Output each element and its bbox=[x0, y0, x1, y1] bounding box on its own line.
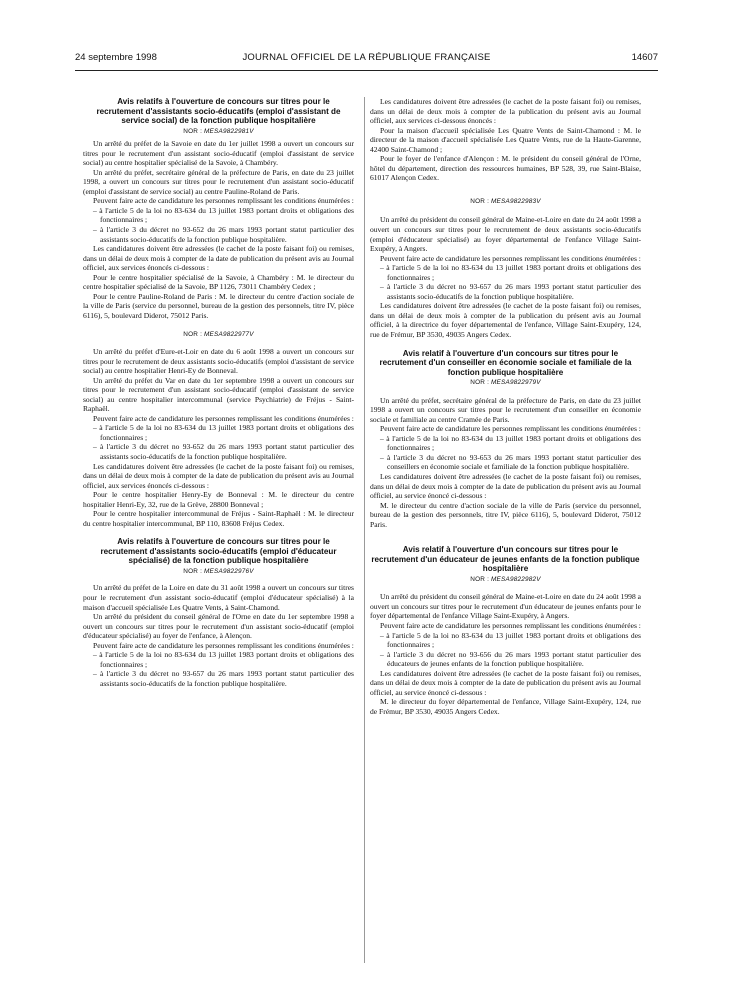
paragraph: Un arrêté du préfet, secrétaire général de la préfecture de Paris, en date du 23 juillet 1998 a ouvert un concours sur titres pour le recrutement d'un conseiller en économie sociale et familiale au centre Cramée de Paris. bbox=[370, 395, 641, 424]
paragraph: Peuvent faire acte de candidature les personnes remplissant les conditions énumérées : bbox=[93, 196, 354, 206]
paragraph: Un arrêté du préfet de la Savoie en date du 1er juillet 1998 a ouvert un concours sur titres pour le recrutement d'un assistant socio-éducatif (emploi d'assistant de service social) au centre hospitalier spécialisé de la Savoie, à Chambéry. bbox=[83, 139, 354, 168]
paragraph: Pour le centre hospitalier spécialisé de la Savoie, à Chambéry : M. le directeur du centre hospitalier spécialisé de la Savoie, BP 1126, 73011 Chambéry Cedex ; bbox=[83, 272, 354, 292]
paragraph: Pour le centre hospitalier intercommunal de Fréjus - Saint-Raphaël : M. le directeur du centre hospitalier intercommunal, BP 110, 83608 Fréjus Cedex. bbox=[83, 509, 354, 528]
nor-reference bbox=[370, 575, 641, 585]
header-page-number: 14607 bbox=[631, 52, 658, 63]
notice-title: Avis relatif à l'ouverture d'un concours sur titres pour le recrutement d'un conseiller en économie sociale et familiale de la fonction publique hospitalière bbox=[379, 348, 632, 377]
nor-code: MESA9822976V bbox=[204, 567, 254, 575]
list-item: – à l'article 5 de la loi no 83-634 du 13 juillet 1983 portant droits et obligations des fonctionnaires ; bbox=[380, 630, 641, 650]
nor-reference bbox=[370, 378, 641, 388]
paragraph: Un arrêté du préfet, secrétaire général de la préfecture de Paris, en date du 23 juillet 1998, a ouvert un concours sur titres pour le recrutement d'un assistant socio-éducatif (emploi d'assistant de service social) au centre Pauline-Roland de Paris. bbox=[83, 167, 354, 196]
notice-title: Avis relatifs à l'ouverture de concours sur titres pour le recrutement d'assistants socio-éducatifs (emploi d'éducateur spécialisé) de la fonction publique hospitalière bbox=[100, 537, 337, 566]
nor-code: MESA9822977V bbox=[204, 331, 254, 339]
list-item: – à l'article 5 de la loi no 83-634 du 13 juillet 1983 portant droits et obligations des fonctionnaires ; bbox=[380, 433, 641, 453]
nor-code: MESA9822979V bbox=[491, 379, 541, 387]
nor-label: NOR : bbox=[470, 575, 492, 583]
header-date: 24 septembre 1998 bbox=[75, 52, 157, 63]
paragraph: Peuvent faire acte de candidature les personnes remplissant les conditions énumérées : bbox=[93, 413, 354, 423]
notice-assistant-service-social bbox=[83, 97, 354, 320]
paragraph: Pour le foyer de l'enfance d'Alençon : M. le président du conseil général de l'Orne, hôtel du département, direction des ressources humaines, BP 528, 39, rue Saint-Blaise, 61017 Alençon Cedex. bbox=[370, 154, 641, 183]
list-item: – à l'article 3 du décret no 93-657 du 26 mars 1993 portant statut particulier des assistants socio-éducatifs de la fonction publique hospitalière. bbox=[380, 282, 641, 301]
notice-educateur-specialise bbox=[83, 537, 354, 688]
paragraph: Peuvent faire acte de candidature les personnes remplissant les conditions énumérées : bbox=[380, 253, 641, 263]
notice-assistant-service-social-2 bbox=[83, 330, 354, 528]
list-item: – à l'article 5 de la loi no 83-634 du 13 juillet 1983 portant droits et obligations des fonctionnaires ; bbox=[380, 263, 641, 282]
nor-code: MESA9822982V bbox=[491, 575, 541, 583]
paragraph: Les candidatures doivent être adressées (le cachet de la poste faisant foi) ou remises, dans un délai de deux mois à compter de la publication du présent avis au Journal officiel, aux services ci-dessous énoncés : bbox=[370, 97, 641, 126]
list-item: – à l'article 3 du décret no 93-657 du 26 mars 1993 portant statut particulier des assistants socio-éducatifs de la fonction publique hospitalière. bbox=[93, 669, 354, 688]
paragraph: Les candidatures doivent être adressées (le cachet de la poste faisant foi) ou remises, dans un délai de deux mois à compter de la date de publication du présent avis au Journal officiel, au service énoncé ci-dessous : bbox=[370, 472, 641, 501]
left-column bbox=[83, 97, 354, 688]
nor-label: NOR : bbox=[183, 127, 205, 135]
paragraph: Peuvent faire acte de candidature les personnes remplissant les conditions énumérées : bbox=[93, 640, 354, 650]
paragraph: M. le directeur du centre d'action sociale de la ville de Paris (service du personnel, bureau de la gestion des personnels, titre IV, pièce 6116), 5, boulevard Diderot, 75012 Paris. bbox=[370, 500, 641, 529]
nor-reference bbox=[370, 197, 641, 207]
list-item: – à l'article 5 de la loi no 83-634 du 13 juillet 1983 portant droits et obligations des fonctionnaires ; bbox=[93, 650, 354, 669]
paragraph: Les candidatures doivent être adressées (le cachet de la poste faisant foi) ou remises, dans un délai de deux mois à compter de la date de publication du présent avis au Journal officiel, aux services énoncés ci-dessous : bbox=[83, 461, 354, 490]
paragraph: Les candidatures doivent être adressées (le cachet de la poste faisant foi) ou remises, dans un délai de deux mois à compter de la publication du présent avis au Journal officiel, à la directrice du foyer départemental de l'enfance, Village Saint-Exupéry, 124, rue de Frémur, BP 3530, 49035 Angers Cedex. bbox=[370, 301, 641, 340]
paragraph: Un arrêté du préfet d'Eure-et-Loir en date du 6 août 1998 a ouvert un concours sur titres pour le recrutement de deux assistants socio-éducatifs (emploi d'assistant de service social) au centre hospitalier Henri-Ey de Bonneval. bbox=[83, 346, 354, 376]
list-item: – à l'article 3 du décret no 93-656 du 26 mars 1993 portant statut particulier des éducateurs de jeunes enfants de la fonction publique hospitalière. bbox=[380, 649, 641, 669]
paragraph: Un arrêté du président du conseil général de Maine-et-Loire en date du 24 août 1998 a ouvert un concours sur titres pour le recrutement d'un éducateur de jeunes enfants pour le foyer départemental de l'enfance Village Saint-Exupéry, à Angers. bbox=[370, 592, 641, 621]
nor-label: NOR : bbox=[183, 567, 205, 575]
paragraph: Un arrêté du président du conseil général de l'Orne en date du 1er septembre 1998 a ouvert un concours sur titres pour le recrutement d'un assistant socio-éducatif (emploi d'éducateur spécialisé) au foyer de l'enfance, à Alençon. bbox=[83, 612, 354, 641]
list-item: – à l'article 3 du décret no 93-653 du 26 mars 1993 portant statut particulier des conseillers en économie sociale et familiale de la fonction publique hospitalière. bbox=[380, 452, 641, 472]
paragraph: M. le directeur du foyer départemental de l'enfance, Village Saint-Exupéry, 124, rue de Frémur, BP 3530, 49035 Angers Cedex. bbox=[370, 697, 641, 716]
list-item: – à l'article 3 du décret no 93-652 du 26 mars 1993 portant statut particulier des assistants socio-éducatifs de la fonction publique hospitalière. bbox=[93, 442, 354, 461]
paragraph: Pour la maison d'accueil spécialisée Les Quatre Vents de Saint-Chamond : M. le directeur de la maison d'accueil spécialisée Les Quatre Vents, rue de la Haute-Garenne, 42400 Saint-Chamond ; bbox=[370, 125, 641, 154]
notice-educateur-jeunes-enfants bbox=[370, 545, 641, 716]
notice-title: Avis relatif à l'ouverture d'un concours sur titres pour le recrutement d'un éducateur de jeunes enfants de la fonction publique hospitalière bbox=[371, 545, 640, 574]
notice-educateur-specialise-angers bbox=[370, 197, 641, 340]
nor-label: NOR : bbox=[470, 197, 492, 205]
list-item: – à l'article 5 de la loi no 83-634 du 13 juillet 1983 portant droits et obligations des fonctionnaires ; bbox=[93, 205, 354, 225]
nor-code: MESA9822983V bbox=[491, 197, 541, 205]
paragraph: Un arrêté du préfet du Var en date du 1er septembre 1998 a ouvert un concours sur titres pour le recrutement d'un assistant socio-éducatif (emploi d'assistant de service social) au centre hospitalier intercommunal (service Psychiatrie) de Fréjus - Saint-Raphaël. bbox=[83, 375, 354, 414]
nor-label: NOR : bbox=[183, 331, 205, 339]
header-rule bbox=[75, 70, 658, 71]
page-header bbox=[75, 50, 658, 66]
list-item: – à l'article 3 du décret no 93-652 du 26 mars 1993 portant statut particulier des assistants socio-éducatifs de la fonction publique hospitalière. bbox=[93, 224, 354, 244]
nor-reference bbox=[83, 567, 354, 577]
paragraph: Pour le centre Pauline-Roland de Paris : M. le directeur du centre d'action sociale de la ville de Paris (service du personnel, bureau de la gestion des personnels, titre IV, pièce 6116), 5, boulevard Diderot, 75012 Paris. bbox=[83, 291, 354, 320]
paragraph: Un arrêté du préfet de la Loire en date du 31 août 1998 a ouvert un concours sur titres pour le recrutement d'un assistant socio-éducatif (emploi d'éducateur spécialisé) à la maison d'accueil spécialisée Les Quatre Vents, à Saint-Chamond. bbox=[83, 583, 354, 612]
list-item: – à l'article 5 de la loi no 83-634 du 13 juillet 1983 portant droits et obligations des fonctionnaires ; bbox=[93, 423, 354, 442]
paragraph: Peuvent faire acte de candidature les personnes remplissant les conditions énumérées : bbox=[380, 424, 641, 434]
header-journal-title: JOURNAL OFFICIEL DE LA RÉPUBLIQUE FRANÇAISE bbox=[242, 52, 491, 63]
paragraph: Les candidatures doivent être adressées (le cachet de la poste faisant foi) ou remises, dans un délai de deux mois à compter de la date de publication du présent avis au Journal officiel, au service énoncé ci-dessous : bbox=[370, 668, 641, 697]
paragraph: Un arrêté du président du conseil général de Maine-et-Loire en date du 24 août 1998 a ouvert un concours sur titres pour le recrutement de deux assistants socio-éducatifs (emploi d'éducateur spécialisé) au foyer départemental de l'enfance Village Saint-Exupéry, à Angers. bbox=[370, 215, 641, 254]
right-column bbox=[370, 97, 641, 716]
nor-reference bbox=[83, 127, 354, 137]
notice-conseiller-economie-sociale bbox=[370, 349, 641, 530]
paragraph: Pour le centre hospitalier Henry-Ey de Bonneval : M. le directeur du centre hospitalier Henri-Ey, 32, rue de la Grève, 28800 Bonneval ; bbox=[83, 490, 354, 509]
nor-label: NOR : bbox=[470, 379, 492, 387]
paragraph: Peuvent faire acte de candidature les personnes remplissant les conditions énumérées : bbox=[380, 620, 641, 630]
notice-title: Avis relatifs à l'ouverture de concours sur titres pour le recrutement d'assistants socio-éducatifs (emploi d'assistant de service social) de la fonction publique hospitalière bbox=[96, 97, 341, 125]
paragraph: Les candidatures doivent être adressées (le cachet de la poste faisant foi) ou remises, dans un délai de deux mois à compter de la date de publication du présent avis au Journal officiel, aux services énoncés ci-dessous : bbox=[83, 244, 354, 273]
nor-code: MESA9822981V bbox=[204, 127, 254, 135]
nor-reference bbox=[83, 330, 354, 340]
column-divider bbox=[364, 97, 365, 963]
notice-educateur-specialise-continued bbox=[370, 97, 641, 183]
